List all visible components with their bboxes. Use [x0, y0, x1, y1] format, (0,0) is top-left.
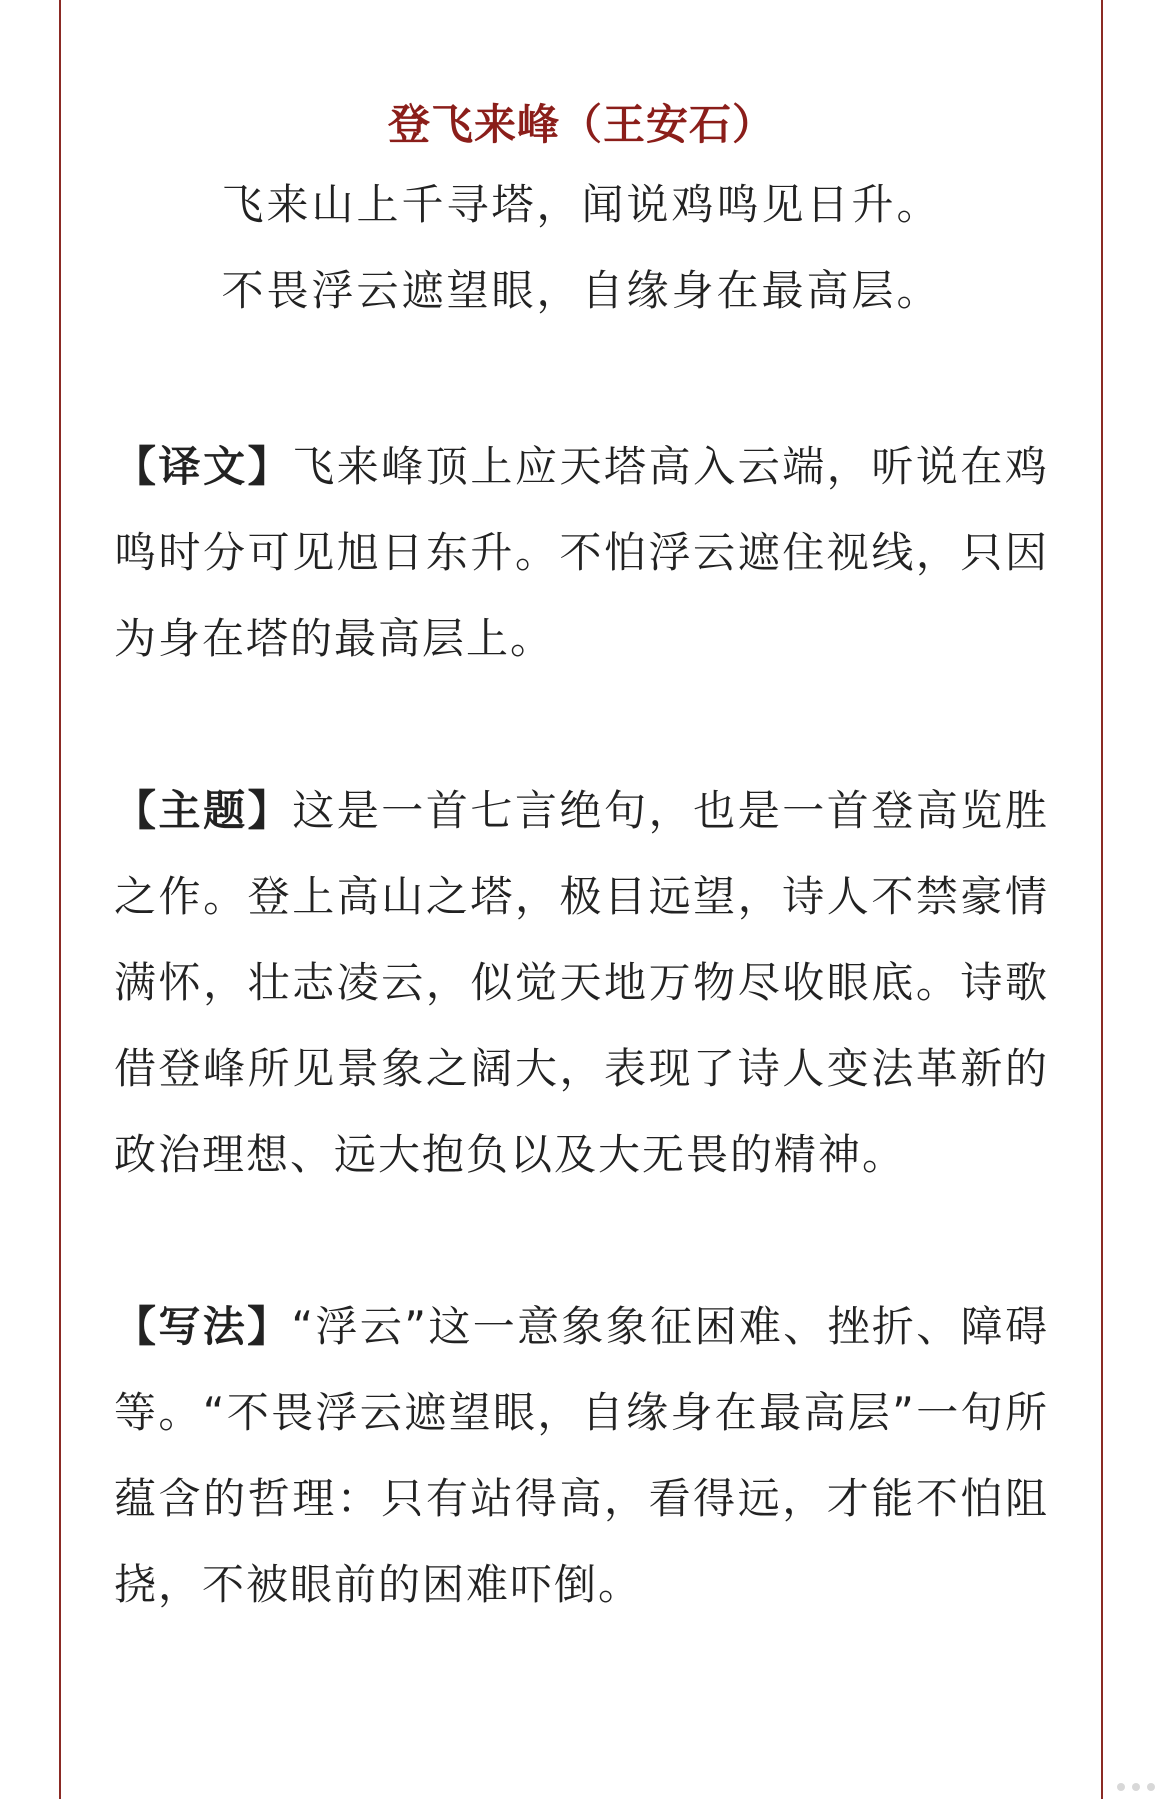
watermark-dot	[1132, 1783, 1140, 1791]
poem-line-1: 飞来山上千寻塔，闻说鸡鸣见日升。	[221, 180, 942, 229]
poem-title: 登飞来峰（王安石）	[387, 100, 775, 149]
poem-line-2: 不畏浮云遮望眼，自缘身在最高层。	[221, 266, 942, 315]
watermark-dots	[1117, 1783, 1155, 1791]
left-border-line	[59, 0, 61, 1799]
translation-label: 【译文】	[114, 442, 293, 491]
technique-text: “浮云”这一意象象征困难、挫折、障碍等。“不畏浮云遮望眼，自缘身在最高层”一句所蕴含的哲理：只有站得高，看得远，才能不怕阻挠，不被眼前的困难吓倒。	[114, 1302, 1049, 1609]
translation-section	[114, 424, 1049, 682]
technique-label: 【写法】	[114, 1302, 292, 1351]
right-border-line	[1101, 0, 1103, 1799]
theme-text: 这是一首七言绝句，也是一首登高览胜之作。登上高山之塔，极目远望，诗人不禁豪情满怀，壮志凌云，似觉天地万物尽收眼底。诗歌借登峰所见景象之阔大，表现了诗人变法革新的政治理想、远大抱负以及大无畏的精神。	[114, 786, 1049, 1179]
watermark-dot	[1117, 1783, 1125, 1791]
theme-label: 【主题】	[114, 786, 293, 835]
theme-section	[114, 768, 1049, 1198]
translation-text: 飞来峰顶上应天塔高入云端，听说在鸡鸣时分可见旭日东升。不怕浮云遮住视线，只因为身在塔的最高层上。	[114, 442, 1049, 663]
technique-section	[114, 1284, 1049, 1628]
watermark-dot	[1147, 1783, 1155, 1791]
article-content	[114, 88, 1049, 1628]
